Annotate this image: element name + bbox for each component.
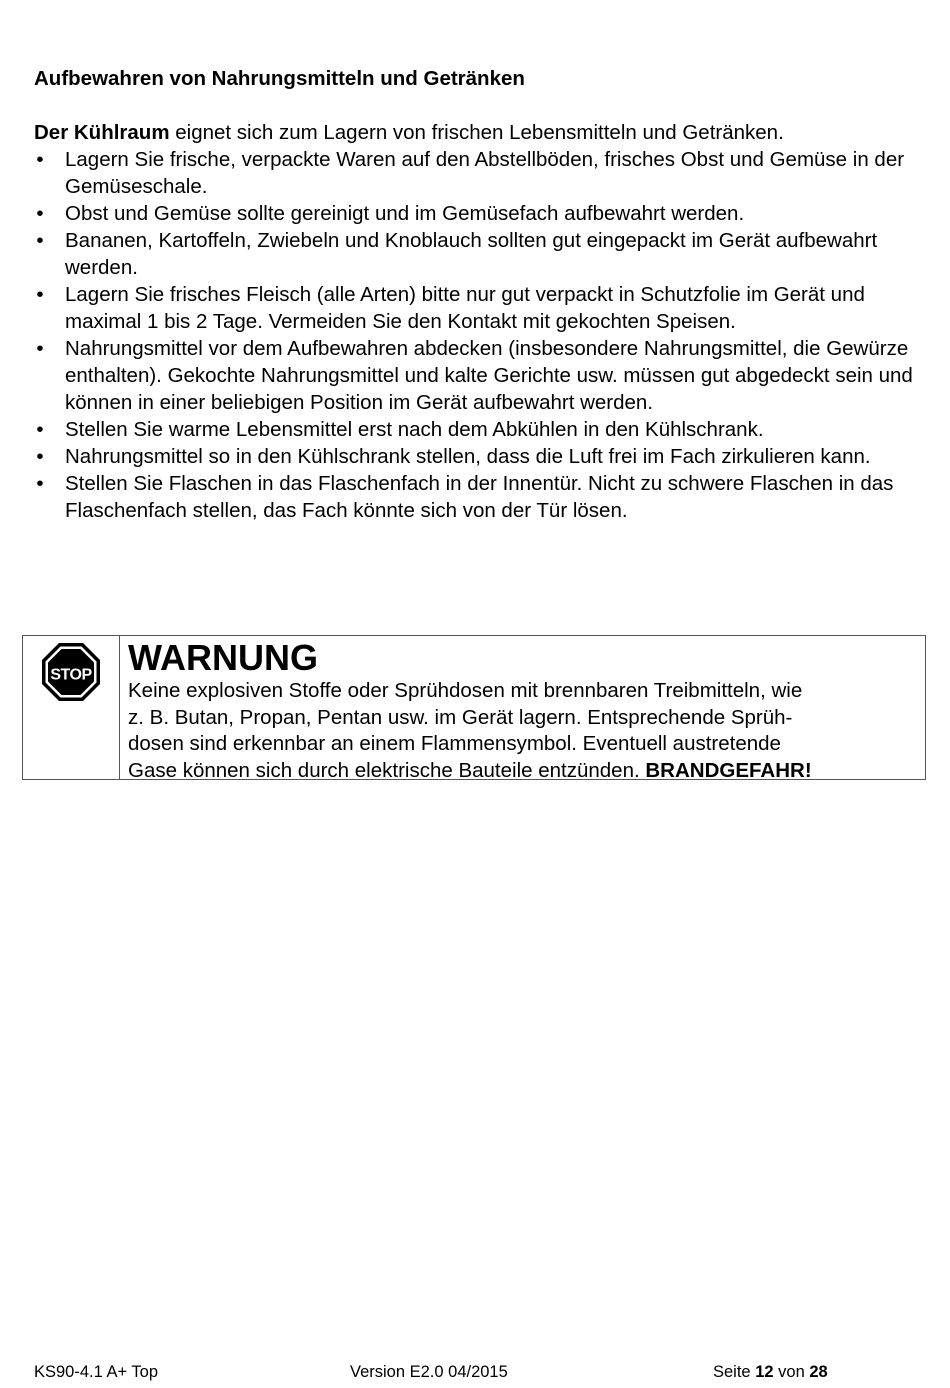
- list-item-text: Lagern Sie frisches Fleisch (alle Arten) bitte nur gut verpackt in Schutzfolie im Gerät und maximal 1 bis 2 Tage. Vermeiden Sie den Kontakt mit gekochten Speisen.: [65, 283, 865, 333]
- list-item-text: Nahrungsmittel so in den Kühlschrank stellen, dass die Luft frei im Fach zirkulieren kann.: [65, 445, 871, 468]
- bullet-icon: •: [36, 148, 44, 171]
- warning-line: Keine explosiven Stoffe oder Sprühdosen mit brennbaren Treibmitteln, wie: [128, 679, 803, 702]
- warning-box: [22, 635, 926, 780]
- footer-page-number: 12: [755, 1363, 774, 1381]
- footer-version: Version E2.0 04/2015: [350, 1363, 508, 1381]
- list-item-text: Stellen Sie Flaschen in das Flaschenfach in der Innentür. Nicht zu schwere Flaschen in das Flaschenfach stellen, das Fach könnte sich von der Tür lösen.: [65, 472, 894, 522]
- warning-icon-cell: [23, 636, 120, 779]
- footer-model: KS90-4.1 A+ Top: [34, 1363, 158, 1381]
- list-item-text: Stellen Sie warme Lebensmittel erst nach dem Abkühlen in den Kühlschrank.: [65, 418, 764, 441]
- list-item: [34, 227, 914, 281]
- footer-page-total: 28: [809, 1363, 828, 1381]
- list-item-text: Lagern Sie frische, verpackte Waren auf den Abstellböden, frisches Obst und Gemüse in der Gemüseschale.: [65, 148, 905, 198]
- list-item-text: Bananen, Kartoffeln, Zwiebeln und Knoblauch sollten gut eingepackt im Gerät aufbewahrt werden.: [65, 229, 878, 279]
- list-item: [34, 146, 914, 200]
- list-item: [34, 335, 914, 416]
- bullet-icon: •: [36, 445, 44, 468]
- bullet-icon: •: [36, 229, 44, 252]
- intro-paragraph: [34, 119, 914, 146]
- footer-page-info: [713, 1363, 828, 1382]
- bullet-icon: •: [36, 337, 44, 360]
- intro-bold: Der Kühlraum: [34, 121, 170, 144]
- list-item: [34, 281, 914, 335]
- bullet-icon: •: [36, 418, 44, 441]
- warning-emphasis: BRANDGEFAHR!: [645, 758, 812, 782]
- stop-sign-label: STOP: [50, 666, 92, 684]
- stop-sign-icon: [41, 642, 101, 702]
- footer-page-prefix: Seite: [713, 1363, 756, 1381]
- section-heading: Aufbewahren von Nahrungsmitteln und Getränken: [34, 67, 525, 90]
- warning-line: dosen sind erkennbar an einem Flammensymbol. Eventuell austretende: [128, 732, 781, 755]
- bullet-icon: •: [36, 202, 44, 225]
- intro-text: eignet sich zum Lagern von frischen Lebensmitteln und Getränken.: [169, 121, 784, 144]
- list-item: [34, 200, 914, 227]
- warning-line: z. B. Butan, Propan, Pentan usw. im Gerät lagern. Entsprechende Sprüh-: [128, 705, 793, 729]
- list-item-text: Obst und Gemüse sollte gereinigt und im Gemüsefach aufbewahrt werden.: [65, 202, 745, 225]
- list-item: [34, 443, 914, 470]
- list-item: [34, 416, 914, 443]
- warning-line: Gase können sich durch elektrische Bauteile entzünden.: [128, 758, 646, 782]
- list-item-text: Nahrungsmittel vor dem Aufbewahren abdecken (insbesondere Nahrungsmittel, die Gewürze enthalten). Gekochte Nahrungsmittel und kalte Gerichte usw. müssen gut abgedeckt sein und können in einer beliebigen Position im Gerät aufbewahrt werden.: [65, 337, 913, 414]
- warning-text-cell: [120, 636, 925, 782]
- bullet-icon: •: [36, 472, 44, 495]
- warning-body: [128, 678, 917, 784]
- list-item: [34, 470, 914, 524]
- bullet-icon: •: [36, 283, 44, 306]
- storage-tips-list: [34, 146, 914, 524]
- footer-page-mid: von: [773, 1363, 810, 1381]
- warning-title: WARNUNG: [128, 637, 318, 678]
